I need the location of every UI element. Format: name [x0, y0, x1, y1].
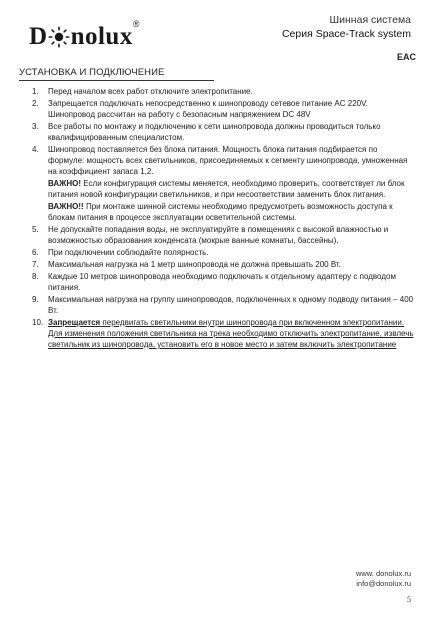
list-item — [32, 317, 415, 350]
header-right — [282, 14, 411, 40]
logo-letter-d: D — [29, 23, 48, 51]
list-item — [32, 247, 415, 258]
item-text: Каждые 10 метров шинопровода необходимо подключать к отдельному адаптеру с подводом питания. — [48, 272, 396, 292]
warning-label: Запрещается — [48, 318, 101, 327]
note-label: ВАЖНО! — [48, 179, 82, 188]
note-text: Если конфигурация системы меняется, необходимо проверить, соответствует ли блок питания новой конфигурации светильников, и при несоответствии заменить блок питания. — [48, 179, 405, 199]
item-number: 5. — [32, 225, 39, 234]
sun-logo-icon — [48, 26, 70, 48]
item-text: Максимальная нагрузка на 1 метр шинопровода не должна превышать 200 Вт. — [48, 260, 341, 269]
header-series: Серия Space-Track system — [281, 28, 411, 40]
important-note — [32, 178, 415, 200]
eac-cert-icon — [397, 51, 417, 62]
footer-contacts — [356, 569, 411, 589]
instructions-list — [32, 86, 415, 351]
item-number: 9. — [32, 295, 39, 304]
item-number: 7. — [32, 260, 39, 269]
list-item — [32, 259, 415, 270]
list-item — [32, 294, 415, 316]
page-number: 5 — [407, 595, 411, 604]
list-item — [32, 98, 415, 120]
item-number: 10. — [32, 318, 44, 327]
item-text: Запрещается подключать непосредственно к шинопроводу сетевое питание AC 220V. Шинопровод рассчитан на работу с безопасным напряжением DC 48V — [48, 99, 368, 119]
list-item — [32, 224, 415, 246]
item-text: Шинопровод поставляется без блока питания. Мощность блока питания подбирается по формуле: мощность всех светильников, присоединяемых к сегменту шинопровода, умноженная на коэффициент запаса 1,2. — [48, 145, 408, 176]
item-number: 3. — [32, 122, 39, 131]
item-number: 6. — [32, 248, 39, 257]
note-label: ВАЖНО!! — [48, 202, 84, 211]
item-text: Не допускайте попадания воды, не эксплуатируйте в помещениях с высокой влажностью и возможностью образования конденсата (мокрые ванные комнаты, бассейны). — [48, 225, 389, 245]
header-subtitle: Шинная система — [329, 14, 411, 26]
footer-email: info@donolux.ru — [356, 579, 411, 588]
svg-text:EAC: EAC — [397, 52, 417, 62]
item-text: При подключении соблюдайте полярность. — [48, 248, 209, 257]
footer-site: www. donolux.ru — [355, 569, 411, 578]
registered-mark: ® — [132, 19, 140, 29]
item-number: 1. — [32, 87, 39, 96]
list-item — [32, 121, 415, 143]
item-text: Максимальная нагрузка на группу шинопроводов, подключенных к одному подводу питания – 400 Вт. — [48, 295, 414, 315]
item-text — [48, 317, 415, 328]
list-item — [32, 271, 415, 293]
item-number: 8. — [32, 272, 39, 281]
item-extra-text: Для изменения положения светильника на трека необходимо отключить электропитание, извлечь светильник из шинопровода, установить его в новое место и затем включить электропитание — [48, 329, 414, 349]
list-item — [32, 86, 415, 97]
item-text: Все работы по монтажу и подключению к сети шинопровода должны проводиться только квалифицированным специалистом. — [48, 122, 381, 142]
section-title: УСТАНОВКА И ПОДКЛЮЧЕНИЕ — [19, 67, 214, 81]
item-number: 2. — [32, 99, 39, 108]
warning-text: передвигать светильники внутри шинопровода при включенном электропитании. — [100, 318, 405, 327]
logo-wordmark: nolux — [70, 23, 133, 51]
brand-logo — [29, 19, 140, 51]
list-item — [32, 144, 415, 177]
item-text: Перед началом всех работ отключите электропитание. — [48, 87, 253, 96]
important-note — [32, 201, 415, 223]
item-number: 4. — [32, 145, 39, 154]
note-text: При монтаже шинной системы необходимо предусмотреть возможность доступа к блокам питания в процессе эксплуатации осветительной системы. — [48, 202, 393, 222]
